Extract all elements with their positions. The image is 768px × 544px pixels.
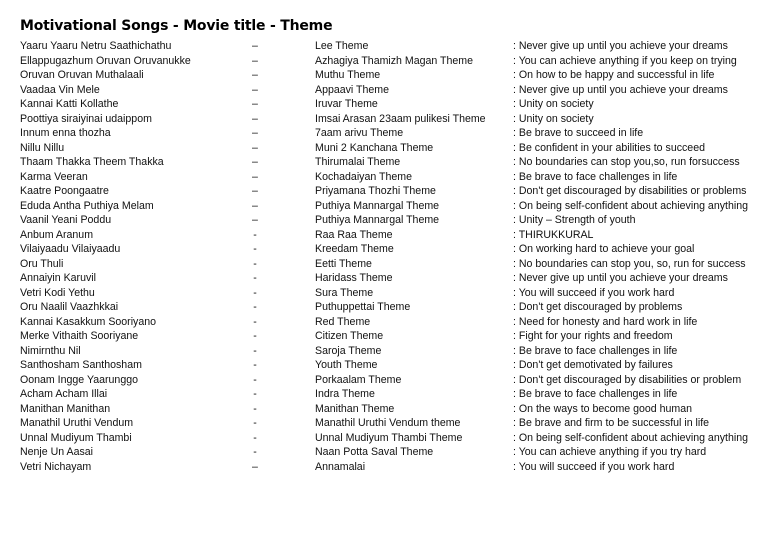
song-row xyxy=(0,83,768,98)
song-row xyxy=(0,228,768,243)
separator-dash: - xyxy=(253,388,257,400)
theme-description: : On the ways to become good human xyxy=(513,402,693,415)
song-row xyxy=(0,431,768,446)
song-row xyxy=(0,257,768,272)
movie-title: Lee Theme xyxy=(315,40,369,52)
separator-dash: - xyxy=(253,315,257,328)
theme-description: : You will succeed if you work hard xyxy=(513,460,675,473)
theme-description: : Be confident in your abilities to succeed xyxy=(513,141,705,154)
theme-description: : Be brave to face challenges in life xyxy=(513,344,678,357)
movie-title: Manathil Uruthi Vendum theme xyxy=(315,417,461,429)
theme-description: : On how to be happy and successful in life xyxy=(513,69,715,81)
movie-title: Puthiya Mannargal Theme xyxy=(315,199,440,212)
separator-dash: - xyxy=(253,228,257,241)
song-title: Vilaiyaadu Vilaiyaadu xyxy=(20,243,121,255)
movie-title: Citizen Theme xyxy=(315,330,384,342)
movie-title: Red Theme xyxy=(315,315,371,328)
song-title: Oruvan Oruvan Muthalaali xyxy=(20,69,144,81)
song-row xyxy=(0,170,768,185)
movie-title: 7aam arivu Theme xyxy=(315,127,404,139)
song-row xyxy=(0,39,768,54)
separator-dash: - xyxy=(253,446,257,458)
song-row xyxy=(0,416,768,431)
song-row xyxy=(0,199,768,214)
separator-dash: - xyxy=(253,301,257,313)
theme-description: : Don't get discouraged by disabilities or problem xyxy=(513,373,742,386)
song-list xyxy=(0,39,768,474)
song-title: Santhosham Santhosham xyxy=(20,359,142,371)
song-row xyxy=(0,68,768,83)
theme-description: : Unity on society xyxy=(513,112,594,125)
separator-dash: - xyxy=(253,344,257,357)
theme-description: : Don't get demotivated by failures xyxy=(513,359,673,371)
movie-title: Thirumalai Theme xyxy=(315,156,401,168)
song-title: Nimirnthu Nil xyxy=(20,344,81,357)
song-title: Unnal Mudiyum Thambi xyxy=(20,431,132,444)
theme-description: : Never give up until you achieve your dreams xyxy=(513,272,728,284)
song-row xyxy=(0,141,768,156)
separator-dash: – xyxy=(252,112,258,125)
movie-title: Kreedam Theme xyxy=(315,243,394,255)
theme-description: : Don't get discouraged by problems xyxy=(513,301,683,313)
song-title: Acham Acham Illai xyxy=(20,388,108,400)
theme-description: : You can achieve anything if you try hard xyxy=(513,446,707,458)
theme-description: : Never give up until you achieve your dreams xyxy=(513,40,728,52)
song-row xyxy=(0,373,768,388)
theme-description: : You will succeed if you work hard xyxy=(513,286,675,299)
song-title: Kannai Katti Kollathe xyxy=(20,98,119,110)
song-row xyxy=(0,344,768,359)
movie-title: Eetti Theme xyxy=(315,257,372,270)
song-row xyxy=(0,155,768,170)
movie-title: Youth Theme xyxy=(315,359,378,371)
theme-description: : Be brave to succeed in life xyxy=(513,127,644,139)
theme-description: : THIRUKKURAL xyxy=(513,228,594,241)
separator-dash: - xyxy=(253,272,257,284)
theme-description: : Never give up until you achieve your dreams xyxy=(513,83,728,96)
song-title: Annaiyin Karuvil xyxy=(20,272,96,284)
song-title: Oru Thuli xyxy=(20,257,64,270)
movie-title: Azhagiya Thamizh Magan Theme xyxy=(315,54,474,67)
movie-title: Porkaalam Theme xyxy=(315,373,402,386)
song-row xyxy=(0,54,768,69)
song-title: Anbum Aranum xyxy=(20,228,94,241)
movie-title: Imsai Arasan 23aam pulikesi Theme xyxy=(315,112,486,125)
song-title: Thaam Thakka Theem Thakka xyxy=(20,156,164,168)
song-row xyxy=(0,184,768,199)
movie-title: Kochadaiyan Theme xyxy=(315,170,412,183)
song-title: Manathil Uruthi Vendum xyxy=(20,417,134,429)
song-row xyxy=(0,300,768,315)
song-title: Eduda Antha Puthiya Melam xyxy=(20,199,154,212)
song-row xyxy=(0,213,768,228)
song-title: Vetri Kodi Yethu xyxy=(20,286,95,299)
song-row xyxy=(0,97,768,112)
separator-dash: - xyxy=(253,373,257,386)
song-title: Poottiya siraiyinai udaippom xyxy=(20,112,152,125)
separator-dash: - xyxy=(253,402,257,415)
movie-title: Naan Potta Saval Theme xyxy=(315,446,434,458)
separator-dash: – xyxy=(252,170,258,183)
movie-title: Haridass Theme xyxy=(315,272,393,284)
separator-dash: – xyxy=(252,69,258,81)
theme-description: : Don't get discouraged by disabilities or problems xyxy=(513,185,747,197)
separator-dash: – xyxy=(252,460,258,473)
song-title: Nillu Nillu xyxy=(20,141,65,154)
song-title: Karma Veeran xyxy=(20,170,88,183)
song-row xyxy=(0,271,768,286)
theme-description: : You can achieve anything if you keep on trying xyxy=(513,54,737,67)
song-title: Vaadaa Vin Mele xyxy=(20,83,100,96)
theme-description: : On working hard to achieve your goal xyxy=(513,243,695,255)
song-title: Oonam Ingge Yaarunggo xyxy=(20,373,138,386)
song-row xyxy=(0,402,768,417)
song-title: Kannai Kasakkum Sooriyano xyxy=(20,315,157,328)
separator-dash: - xyxy=(253,330,257,342)
theme-description: : Fight for your rights and freedom xyxy=(513,330,673,342)
theme-description: : Be brave to face challenges in life xyxy=(513,170,678,183)
separator-dash: – xyxy=(252,156,258,168)
separator-dash: – xyxy=(252,54,258,67)
movie-title: Appaavi Theme xyxy=(315,83,390,96)
song-row xyxy=(0,358,768,373)
separator-dash: - xyxy=(253,359,257,371)
theme-description: : Unity on society xyxy=(513,98,594,110)
separator-dash: – xyxy=(252,98,258,110)
theme-description: : Unity – Strength of youth xyxy=(513,214,636,226)
song-title: Merke Vithaith Sooriyane xyxy=(20,330,139,342)
separator-dash: – xyxy=(252,185,258,197)
theme-description: : On being self-confident about achieving anything xyxy=(513,199,748,212)
movie-title: Muthu Theme xyxy=(315,69,381,81)
song-title: Oru Naalil Vaazhkkai xyxy=(20,301,119,313)
separator-dash: – xyxy=(252,127,258,139)
movie-title: Sura Theme xyxy=(315,286,374,299)
movie-title: Muni 2 Kanchana Theme xyxy=(315,141,434,154)
theme-description: : No boundaries can stop you, so, run for success xyxy=(513,257,746,270)
song-title: Vetri Nichayam xyxy=(20,460,92,473)
separator-dash: - xyxy=(253,257,257,270)
song-title: Innum enna thozha xyxy=(20,127,111,139)
theme-description: : No boundaries can stop you,so, run forsuccess xyxy=(513,156,740,168)
theme-description: : Be brave to face challenges in life xyxy=(513,388,678,400)
movie-title: Indra Theme xyxy=(315,388,375,400)
song-title: Vaanil Yeani Poddu xyxy=(20,214,112,226)
movie-title: Iruvar Theme xyxy=(315,98,378,110)
song-row xyxy=(0,242,768,257)
movie-title: Unnal Mudiyum Thambi Theme xyxy=(315,431,463,444)
separator-dash: – xyxy=(252,214,258,226)
document-title: Motivational Songs - Movie title - Theme xyxy=(20,18,333,34)
song-row xyxy=(0,286,768,301)
separator-dash: – xyxy=(252,199,258,212)
movie-title: Raa Raa Theme xyxy=(315,228,393,241)
song-row xyxy=(0,387,768,402)
song-title: Manithan Manithan xyxy=(20,402,111,415)
movie-title: Priyamana Thozhi Theme xyxy=(315,185,436,197)
theme-description: : Need for honesty and hard work in life xyxy=(513,315,698,328)
song-row xyxy=(0,445,768,460)
song-title: Ellappugazhum Oruvan Oruvanukke xyxy=(20,54,191,67)
song-title: Nenje Un Aasai xyxy=(20,446,94,458)
movie-title: Puthiya Mannargal Theme xyxy=(315,214,440,226)
separator-dash: - xyxy=(253,243,257,255)
movie-title: Annamalai xyxy=(315,460,366,473)
separator-dash: – xyxy=(252,83,258,96)
song-row xyxy=(0,460,768,475)
song-row xyxy=(0,112,768,127)
separator-dash: - xyxy=(253,431,257,444)
movie-title: Puthuppettai Theme xyxy=(315,301,411,313)
song-row xyxy=(0,126,768,141)
separator-dash: - xyxy=(253,417,257,429)
separator-dash: - xyxy=(253,286,257,299)
separator-dash: – xyxy=(252,40,258,52)
song-title: Kaatre Poongaatre xyxy=(20,185,109,197)
separator-dash: – xyxy=(252,141,258,154)
song-title: Yaaru Yaaru Netru Saathichathu xyxy=(20,40,172,52)
movie-title: Saroja Theme xyxy=(315,344,382,357)
song-row xyxy=(0,315,768,330)
theme-description: : On being self-confident about achieving anything xyxy=(513,431,748,444)
song-row xyxy=(0,329,768,344)
theme-description: : Be brave and firm to be successful in life xyxy=(513,417,710,429)
movie-title: Manithan Theme xyxy=(315,402,395,415)
